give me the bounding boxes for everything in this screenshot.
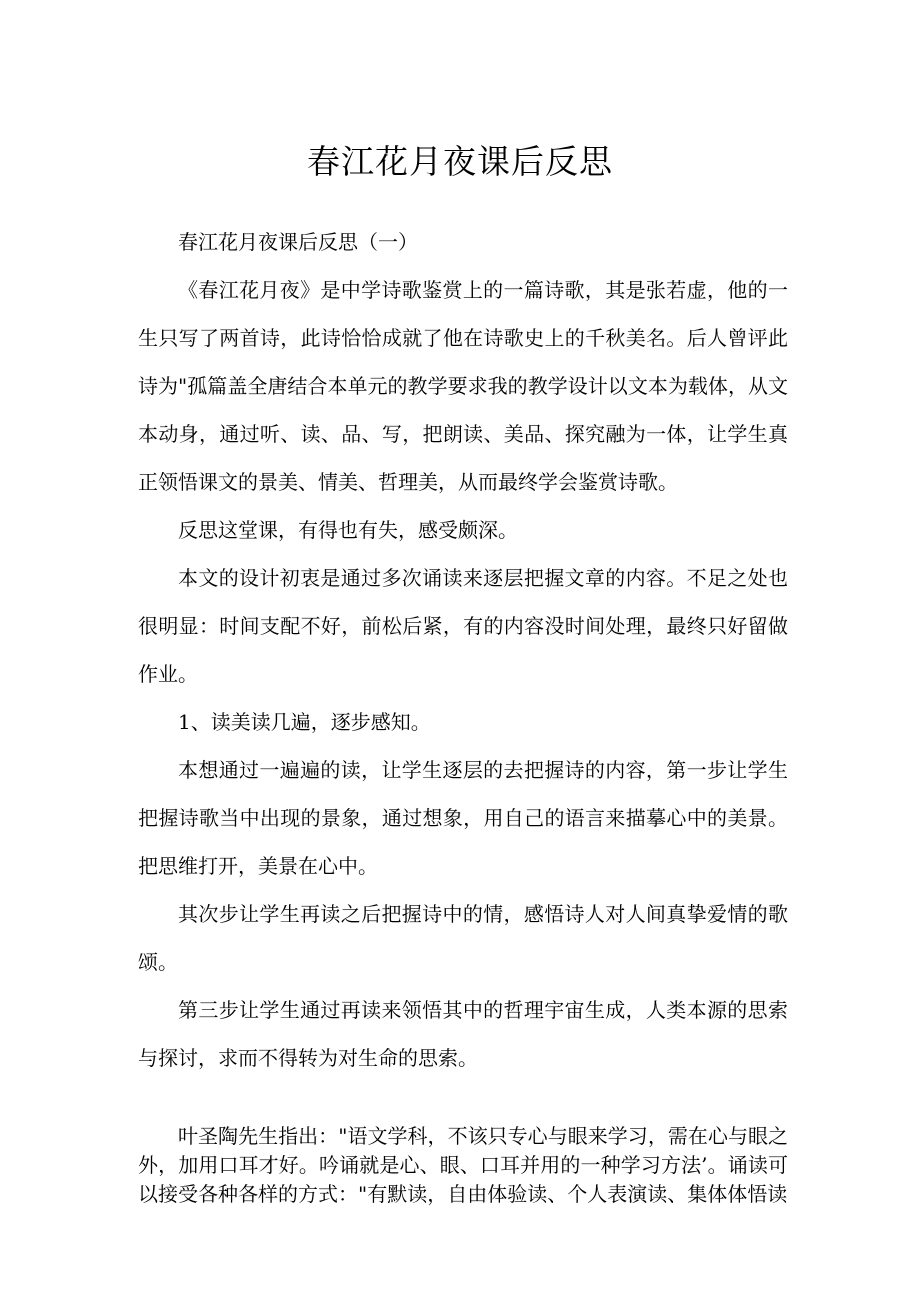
subheading-reading: 1、读美读几遍，逐步感知。 <box>178 710 431 734</box>
section-heading: 春江花月夜课后反思（一） <box>178 230 418 254</box>
paragraph-reflection: 反思这堂课，有得也有失，感受颇深。 <box>178 518 518 542</box>
paragraph-design: 本文的设计初衷是通过多次诵读来逐层把握文章的内容。不足之处也很明显：时间支配不好，前松后紧，有的内容没时间处理，最终只好留做作业。 <box>138 566 788 686</box>
paragraph-step-two: 其次步让学生再读之后把握诗中的情，感悟诗人对人间真挚爱情的歌颂。 <box>138 902 788 974</box>
document-title: 春江花月夜课后反思 <box>307 142 613 181</box>
paragraph-step-three: 第三步让学生通过再读来领悟其中的哲理宇宙生成，人类本源的思索与探讨，求而不得转为对生命的思索。 <box>138 998 788 1070</box>
paragraph-quote: 叶圣陶先生指出："语文学科，不该只专心与眼来学习，需在心与眼之外，加用口耳才好。吟诵就是心、眼、口耳并用的一种学习方法’。诵读可以接受各种各样的方式："有默读，自由体验读、个人表演读、集体体悟读 <box>138 1124 788 1206</box>
paragraph-intro: 《春江花月夜》是中学诗歌鉴赏上的一篇诗歌，其是张若虚，他的一生只写了两首诗，此诗恰恰成就了他在诗歌史上的千秋美名。后人曾评此诗为"孤篇盖全唐结合本单元的教学要求我的教学设计以文本为载体，从文本动身，通过听、读、品、写，把朗读、美品、探究融为一体，让学生真正领悟课文的景美、情美、哲理美，从而最终学会鉴赏诗歌。 <box>138 278 788 494</box>
document-body-closing <box>138 1122 788 1209</box>
document-body <box>138 218 788 1082</box>
paragraph-step-one: 本想通过一遍遍的读，让学生逐层的去把握诗的内容，第一步让学生把握诗歌当中出现的景象，通过想象，用自己的语言来描摹心中的美景。把思维打开，美景在心中。 <box>138 758 788 878</box>
